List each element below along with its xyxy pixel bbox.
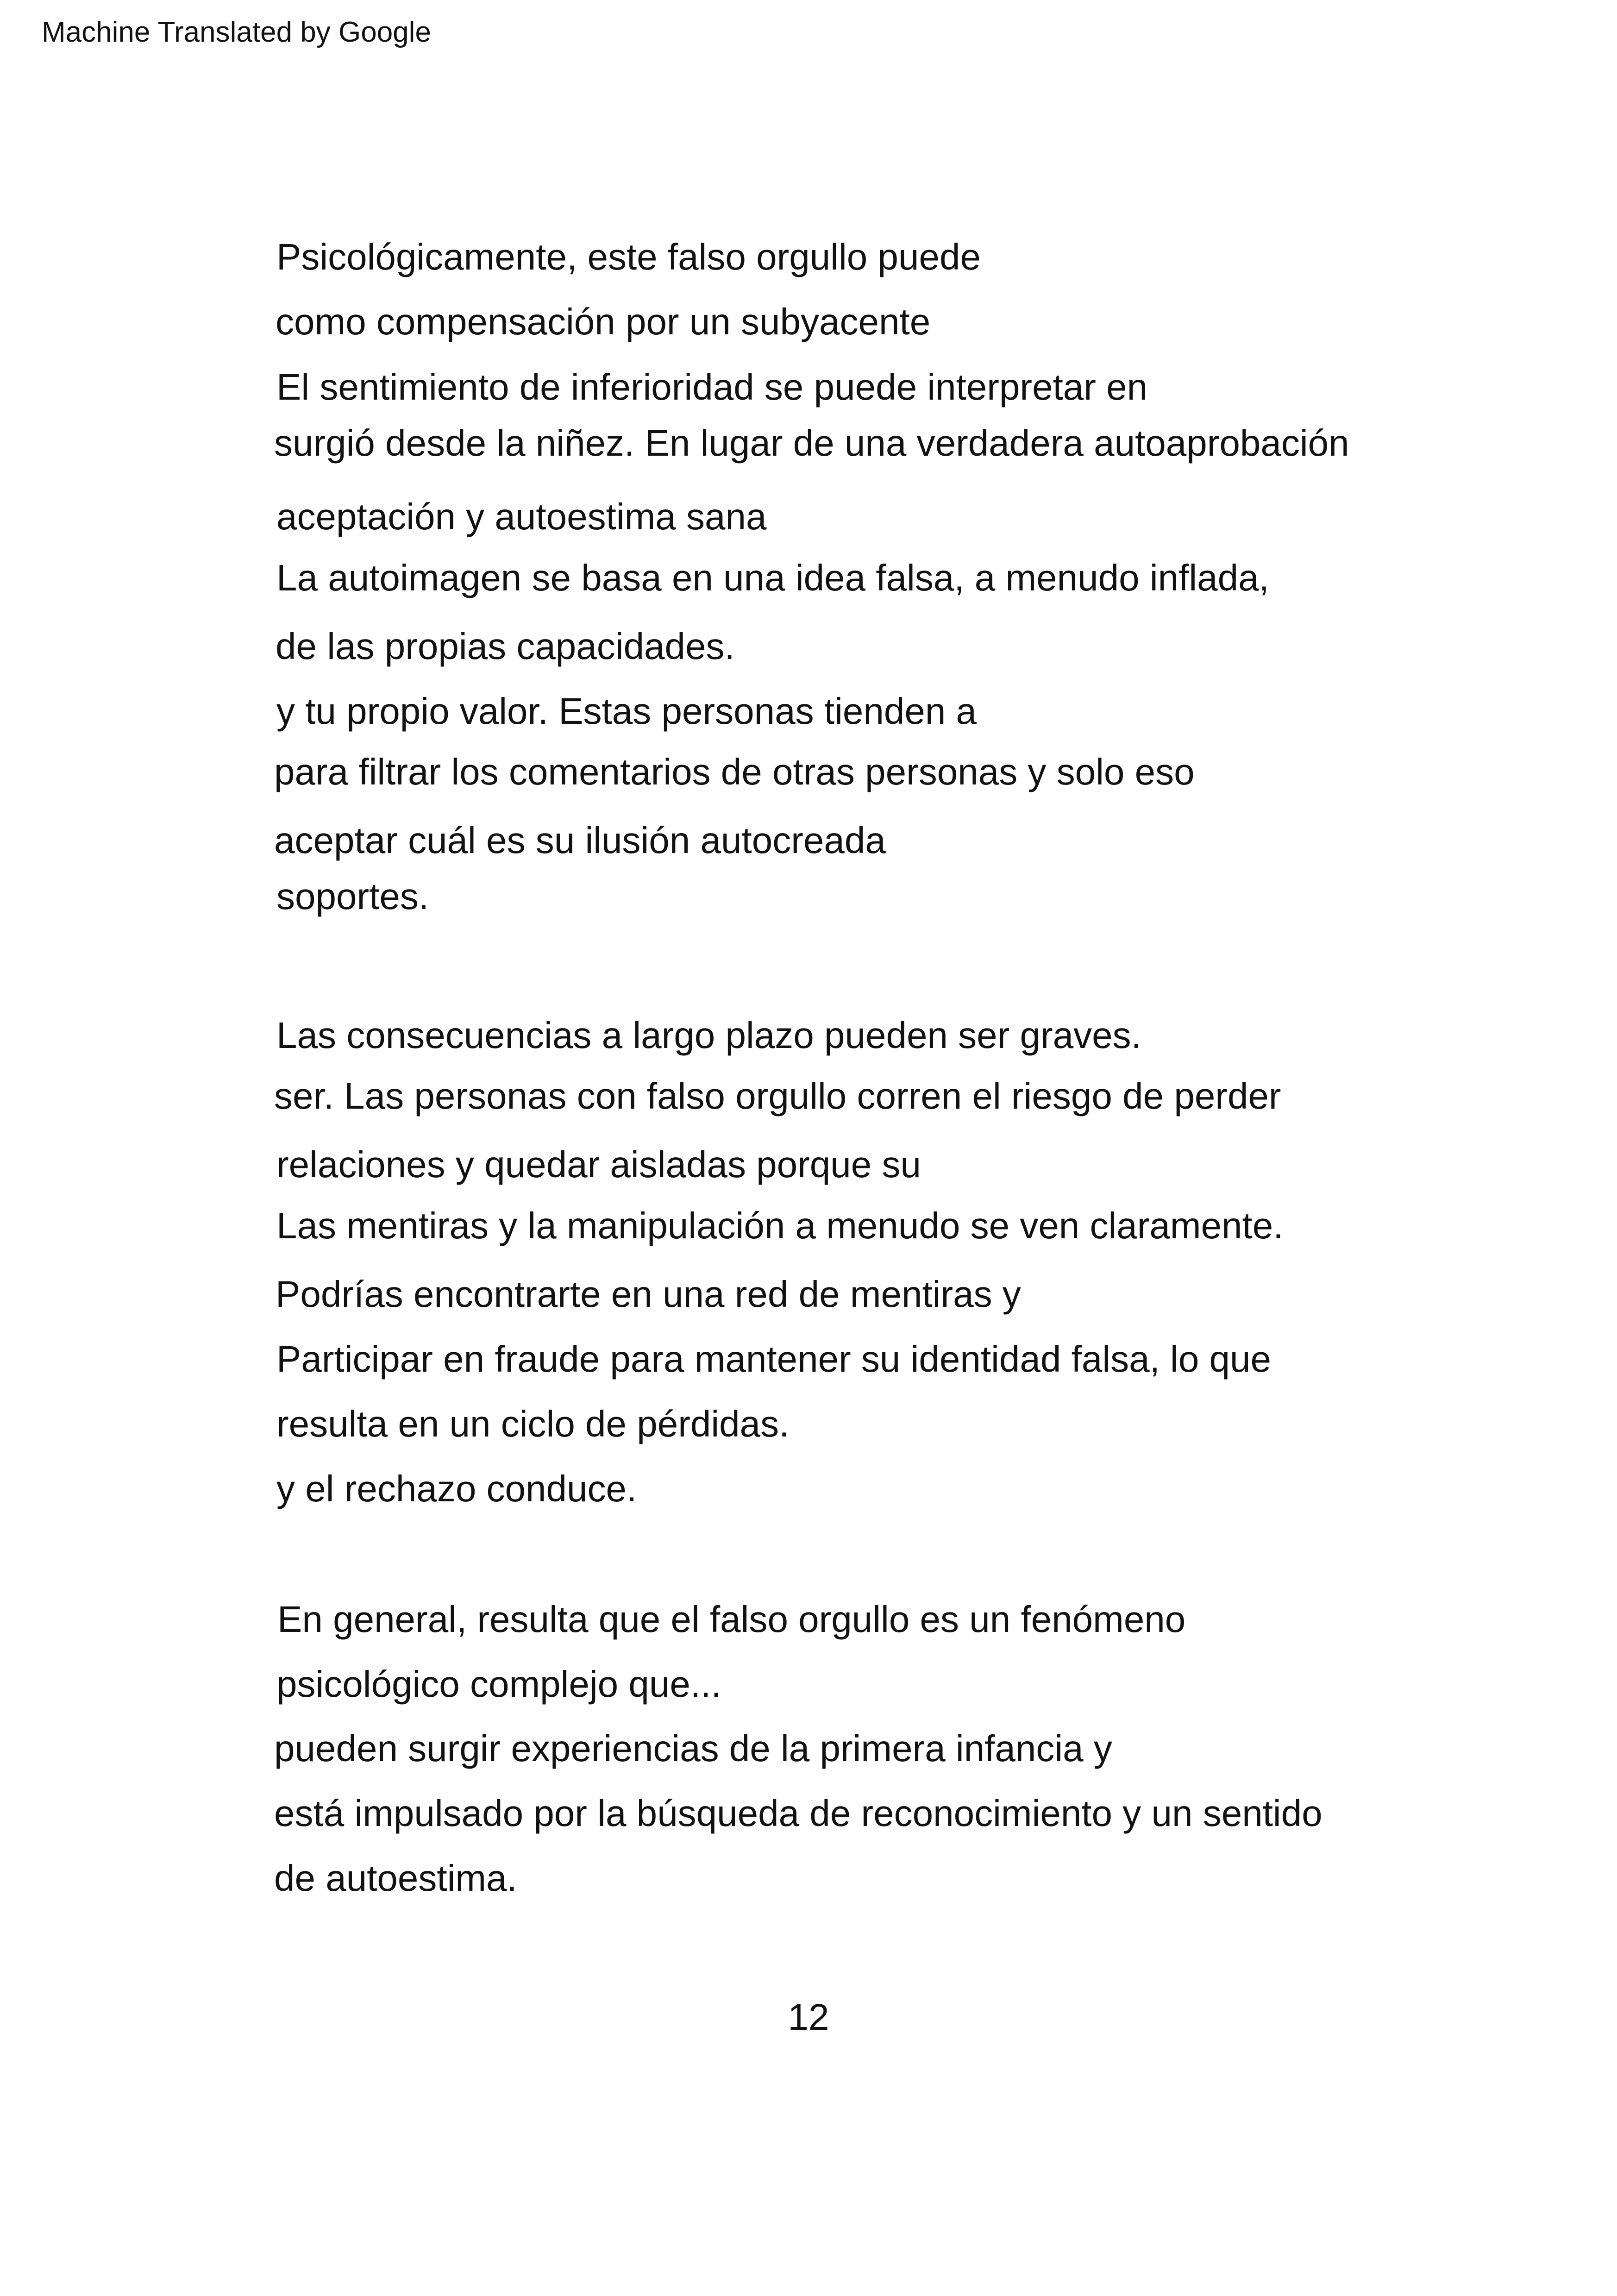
- text-line: Participar en fraude para mantener su identidad falsa, lo que: [276, 1338, 1272, 1380]
- text-line: ser. Las personas con falso orgullo corren el riesgo de perder: [274, 1075, 1281, 1117]
- text-line: aceptación y autoestima sana: [276, 496, 767, 537]
- text-line: relaciones y quedar aisladas porque su: [276, 1144, 921, 1185]
- page-number: 12: [788, 1996, 829, 2038]
- text-line: y el rechazo conduce.: [276, 1468, 637, 1509]
- text-line: soportes.: [276, 876, 429, 917]
- text-line: La autoimagen se basa en una idea falsa, a menudo inflada,: [276, 557, 1269, 598]
- text-line: de autoestima.: [274, 1857, 517, 1899]
- text-line: Psicológicamente, este falso orgullo puede: [276, 236, 981, 277]
- text-line: como compensación por un subyacente: [276, 301, 931, 342]
- text-line: Las consecuencias a largo plazo pueden ser graves.: [276, 1015, 1141, 1056]
- text-line: para filtrar los comentarios de otras personas y solo eso: [274, 751, 1195, 792]
- text-line: En general, resulta que el falso orgullo es un fenómeno: [277, 1599, 1186, 1640]
- text-line: resulta en un ciclo de pérdidas.: [276, 1403, 790, 1444]
- text-line: Las mentiras y la manipulación a menudo se ven claramente.: [276, 1205, 1284, 1246]
- translation-note: Machine Translated by Google: [42, 16, 431, 48]
- text-line: Podrías encontrarte en una red de mentiras y: [276, 1273, 1021, 1315]
- text-line: está impulsado por la búsqueda de reconocimiento y un sentido: [274, 1793, 1322, 1834]
- text-line: El sentimiento de inferioridad se puede interpretar en: [276, 366, 1148, 408]
- text-line: pueden surgir experiencias de la primera infancia y: [274, 1728, 1112, 1769]
- text-line: aceptar cuál es su ilusión autocreada: [274, 820, 886, 861]
- text-line: surgió desde la niñez. En lugar de una verdadera autoaprobación: [274, 422, 1349, 464]
- text-line: y tu propio valor. Estas personas tienden a: [276, 690, 977, 732]
- text-line: psicológico complejo que...: [276, 1663, 721, 1705]
- text-line: de las propias capacidades.: [276, 626, 735, 667]
